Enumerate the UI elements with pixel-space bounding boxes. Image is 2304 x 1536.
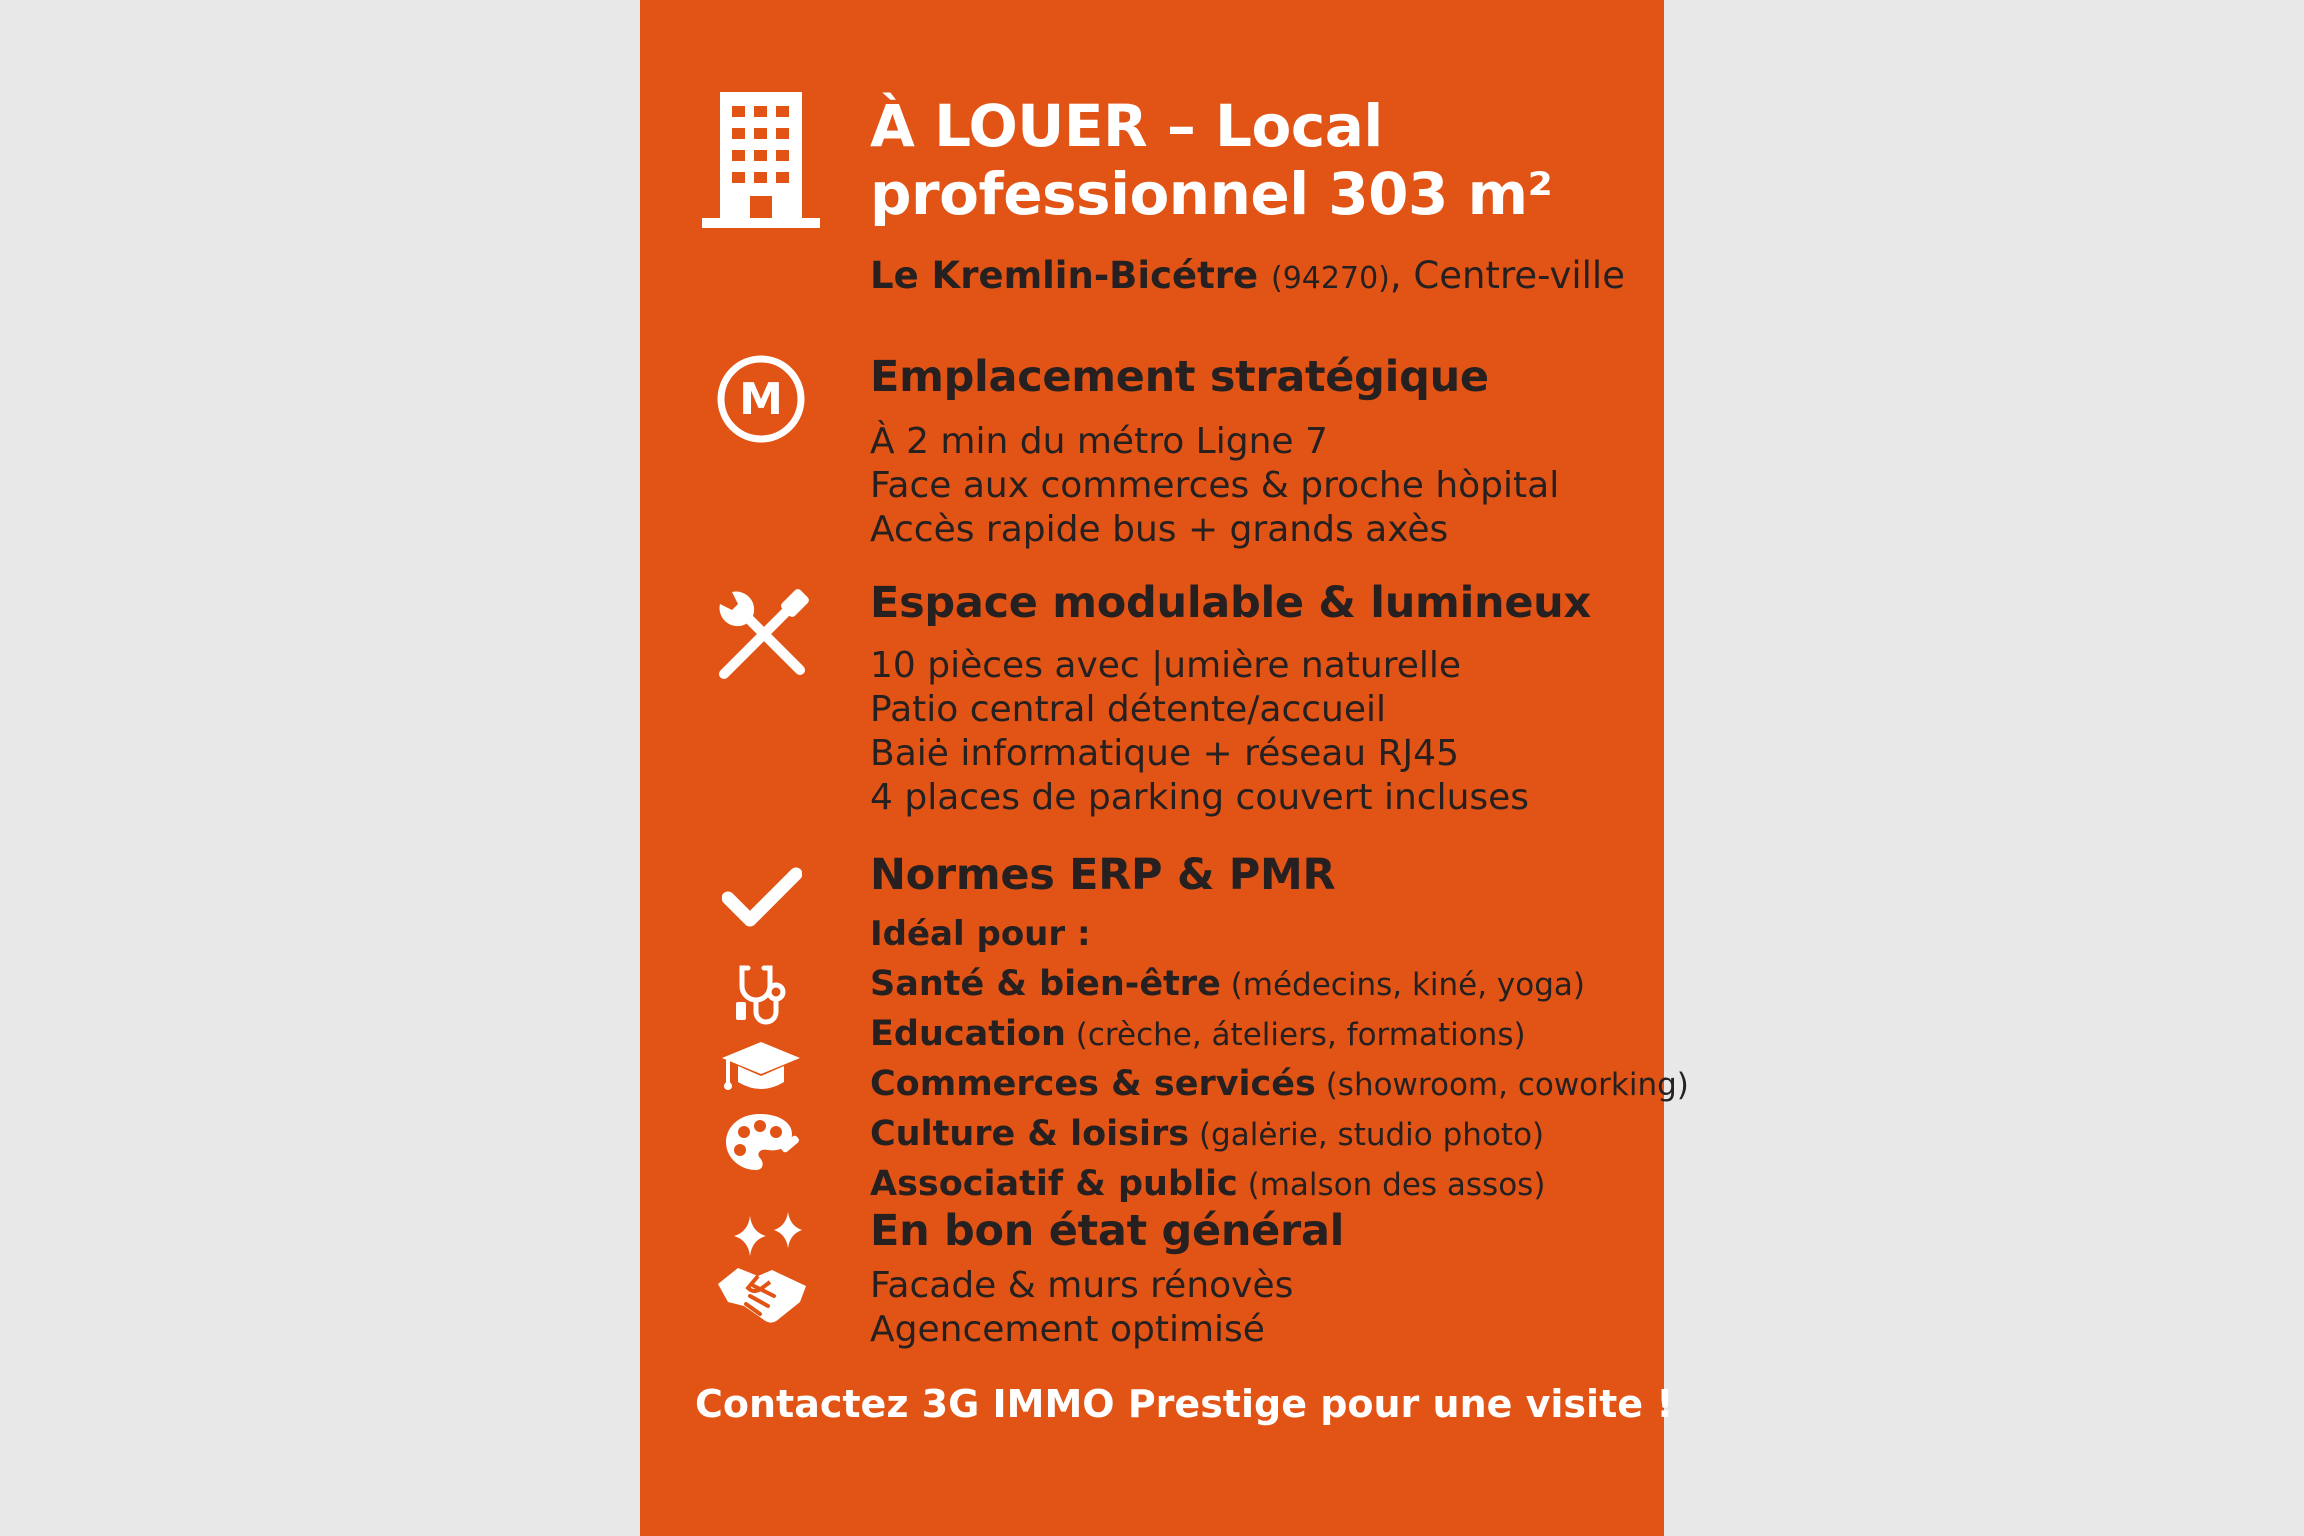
location-city: Le Kremlin-Bicétre [870,254,1259,297]
emplacement-list [870,420,1650,552]
use-name: Santé & bien-être [870,964,1221,1004]
list-item: Agencement optimisé [870,1309,1265,1350]
list-item: 4 places de parking couvert incluses [870,777,1530,818]
list-item: Baiė informatique + réseau RJ45 [870,733,1459,774]
rental-poster [640,0,1689,1536]
etat-list [870,1264,1650,1352]
list-item [870,962,1660,1012]
section-heading-espace: Espace modulable & lumineux [870,578,1591,628]
handshake-icon [714,1262,810,1332]
ideal-label: Idéal pour : [870,914,1091,954]
use-name: Commerces & servicés [870,1064,1316,1104]
use-name: Culture & loisirs [870,1114,1190,1154]
stethoscope-icon [730,964,794,1028]
contact-call-to-action: Contactez 3G IMMO Prestige pour une visite ! [695,1382,1674,1426]
location-postcode: (94270) [1271,261,1390,296]
espace-list [870,644,1650,820]
list-item: Facade & murs rénovès [870,1265,1294,1306]
list-item: Accès rapide bus + grands axès [870,509,1449,550]
building-icon [702,92,820,228]
title-line-1: À LOUER – Local [870,92,1383,160]
list-item [870,1112,1660,1162]
use-name: Education [870,1014,1066,1054]
ideal-uses-list [870,962,1689,1212]
section-heading-etat: En bon état général [870,1206,1345,1256]
metro-m-icon [716,354,806,444]
use-name: Associatif & public [870,1164,1238,1204]
checkmark-icon [722,866,802,928]
list-item: Patio central détente/accueil [870,689,1387,730]
list-item: 10 pièces avec |umière naturelle [870,645,1462,686]
palette-icon [722,1110,802,1174]
use-detail: (crèche, áteliers, formations) [1065,1017,1526,1053]
sparkles-icon [730,1210,810,1260]
use-detail: (showroom, coworking) [1315,1067,1689,1103]
graduation-cap-icon [720,1040,802,1096]
use-detail: (galėrie, studio photo) [1189,1117,1545,1153]
section-heading-normes: Normes ERP & PMR [870,850,1336,900]
list-item [870,1162,1660,1212]
svg-text:M: M [739,374,783,425]
title-line-2: professionnel 303 m² [870,160,1553,228]
list-item: À 2 min du métro Ligne 7 [870,421,1328,462]
section-heading-emplacement: Emplacement stratégique [870,352,1489,402]
location-area: , Centre-ville [1389,254,1625,297]
list-item [870,1062,1689,1112]
list-item [870,1012,1660,1062]
list-item: Face aux commerces & proche hòpital [870,465,1560,506]
location [870,254,1650,297]
wrench-screwdriver-icon [712,584,812,684]
page-title [870,92,1630,228]
use-detail: (médecins, kiné, yoga) [1220,967,1586,1003]
use-detail: (malson des assos) [1237,1167,1546,1203]
